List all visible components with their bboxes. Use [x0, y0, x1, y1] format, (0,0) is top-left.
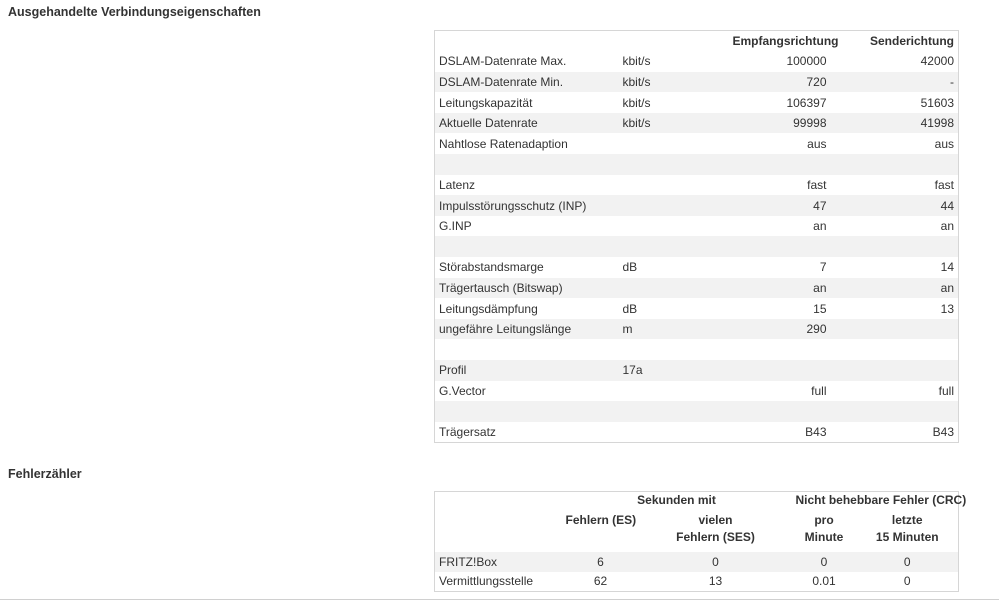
error-crc-per-minute-value: 0.01: [812, 574, 836, 589]
property-unit: [619, 422, 729, 443]
table-row: [435, 422, 959, 443]
property-upstream-value: 44: [940, 198, 954, 213]
error-counter-title: Fehlerzähler: [8, 467, 82, 481]
table-row: [435, 216, 959, 237]
table-header-row: [435, 31, 959, 52]
error-row-label: Vermittlungsstelle: [439, 574, 534, 589]
connection-properties-table: [434, 30, 959, 443]
header-empty: [435, 512, 562, 552]
property-downstream-value: full: [811, 383, 827, 398]
property-downstream-value: [729, 360, 831, 381]
property-unit: kbit/s: [622, 74, 651, 89]
property-label: DSLAM-Datenrate Min.: [439, 74, 564, 89]
property-downstream-value: 15: [813, 301, 827, 316]
property-label: Leitungsdämpfung: [439, 301, 538, 316]
property-upstream-value: [831, 401, 959, 422]
property-label: Trägersatz: [439, 424, 496, 439]
property-downstream-value: [729, 236, 831, 257]
property-unit: [619, 216, 729, 237]
header-crc: Nicht behebbare Fehler (CRC): [795, 493, 967, 507]
table-row: [435, 72, 959, 93]
property-downstream-value: [729, 339, 831, 360]
property-label: [435, 401, 619, 422]
property-downstream-value: [729, 401, 831, 422]
property-label: ungefähre Leitungslänge: [439, 322, 572, 337]
property-downstream-value: B43: [805, 424, 827, 439]
property-label: [435, 154, 619, 175]
property-downstream-value: an: [813, 219, 827, 234]
property-downstream-value: 106397: [786, 95, 827, 110]
property-label: Profil: [439, 363, 467, 378]
header-last15: [857, 512, 959, 552]
property-upstream-value: B43: [932, 424, 954, 439]
property-downstream-value: aus: [807, 136, 827, 151]
property-upstream-value: 13: [940, 301, 954, 316]
table-row: [435, 298, 959, 319]
property-unit: [619, 401, 729, 422]
error-header-row-1: [435, 492, 959, 512]
table-row: [435, 319, 959, 340]
table-row: [435, 92, 959, 113]
table-row: [435, 133, 959, 154]
bottom-divider: [0, 599, 999, 600]
header-last15-line2: 15 Minuten: [875, 529, 939, 544]
header-per-minute-line1: pro: [814, 512, 834, 527]
property-unit: kbit/s: [622, 95, 651, 110]
property-downstream-value: 720: [806, 74, 827, 89]
property-upstream-value: 41998: [920, 116, 954, 131]
property-downstream-value: an: [813, 280, 827, 295]
table-row: [435, 257, 959, 278]
property-label: Leitungskapazität: [439, 95, 533, 110]
property-upstream-value: [831, 360, 959, 381]
property-upstream-value: an: [940, 280, 954, 295]
property-unit: 17a: [622, 363, 643, 378]
table-row: [435, 236, 959, 257]
property-unit: kbit/s: [622, 116, 651, 131]
table-row: [435, 339, 959, 360]
property-upstream-value: [831, 319, 959, 340]
table-row: [435, 552, 959, 572]
property-unit: [619, 236, 729, 257]
header-downstream: Empfangsrichtung: [732, 34, 839, 49]
error-header-row-2: [435, 512, 959, 552]
table-row: [435, 113, 959, 134]
header-seconds-with: Sekunden mit: [637, 493, 716, 507]
property-downstream-value: 7: [819, 260, 827, 275]
property-upstream-value: full: [938, 383, 954, 398]
header-last15-line1: letzte: [891, 512, 923, 527]
property-downstream-value: 99998: [793, 116, 827, 131]
property-downstream-value: [729, 154, 831, 175]
header-ses-line2: Fehlern (SES): [676, 529, 755, 544]
connection-properties-title: Ausgehandelte Verbindungseigenschaften: [8, 5, 261, 19]
table-row: [435, 154, 959, 175]
property-label: Aktuelle Datenrate: [439, 116, 538, 131]
property-label: Störabstandsmarge: [439, 260, 544, 275]
property-label: G.INP: [439, 219, 472, 234]
header-es: [562, 512, 640, 552]
property-upstream-value: [831, 236, 959, 257]
property-downstream-value: 47: [813, 198, 827, 213]
property-unit: kbit/s: [622, 54, 651, 69]
header-es-label: Fehlern (ES): [565, 512, 637, 527]
header-upstream: Senderichtung: [869, 34, 954, 49]
table-row: [435, 572, 959, 592]
property-upstream-value: 51603: [920, 95, 954, 110]
property-label: Impulsstörungsschutz (INP): [439, 198, 587, 213]
property-upstream-value: -: [950, 74, 954, 89]
property-label: DSLAM-Datenrate Max.: [439, 54, 567, 69]
property-label: [435, 339, 619, 360]
property-downstream-value: 100000: [786, 54, 827, 69]
property-unit: [619, 339, 729, 360]
table-row: [435, 195, 959, 216]
table-row: [435, 381, 959, 402]
property-unit: m: [622, 322, 633, 337]
error-crc-per-minute-value: 0: [820, 554, 828, 569]
property-upstream-value: aus: [934, 136, 954, 151]
table-row: [435, 401, 959, 422]
error-ses-value: 13: [708, 574, 723, 589]
header-empty: [435, 31, 619, 52]
table-row: [435, 360, 959, 381]
property-unit: [619, 195, 729, 216]
header-ses-line1: vielen: [698, 512, 733, 527]
property-downstream-value: 290: [806, 322, 827, 337]
header-per-minute-line2: Minute: [804, 529, 844, 544]
error-counter-table: [434, 491, 967, 592]
property-unit: [619, 278, 729, 299]
property-label: Trägertausch (Bitswap): [439, 280, 563, 295]
property-unit: [619, 381, 729, 402]
header-ses: [640, 512, 792, 552]
property-upstream-value: an: [940, 219, 954, 234]
error-es-value: 6: [597, 554, 604, 569]
property-label: G.Vector: [439, 383, 486, 398]
table-row: [435, 278, 959, 299]
property-unit: [619, 154, 729, 175]
property-upstream-value: fast: [934, 177, 954, 192]
table-row: [435, 175, 959, 196]
property-label: [435, 236, 619, 257]
property-upstream-value: 14: [940, 260, 954, 275]
property-upstream-value: 42000: [920, 54, 954, 69]
error-ses-value: 0: [712, 554, 719, 569]
property-label: Nahtlose Ratenadaption: [439, 136, 568, 151]
header-per-minute: [792, 512, 857, 552]
property-label: Latenz: [439, 177, 476, 192]
property-unit: dB: [622, 301, 638, 316]
error-row-label: FRITZ!Box: [439, 554, 498, 569]
property-upstream-value: [831, 339, 959, 360]
property-upstream-value: [831, 154, 959, 175]
property-unit: [619, 175, 729, 196]
error-crc-last15-value: 0: [903, 574, 911, 589]
header-unit-empty: [619, 31, 729, 52]
property-downstream-value: fast: [807, 177, 827, 192]
error-crc-last15-value: 0: [903, 554, 911, 569]
property-unit: dB: [622, 260, 638, 275]
table-row: [435, 51, 959, 72]
header-empty: [435, 492, 562, 512]
error-es-value: 62: [593, 574, 608, 589]
property-unit: [619, 133, 729, 154]
